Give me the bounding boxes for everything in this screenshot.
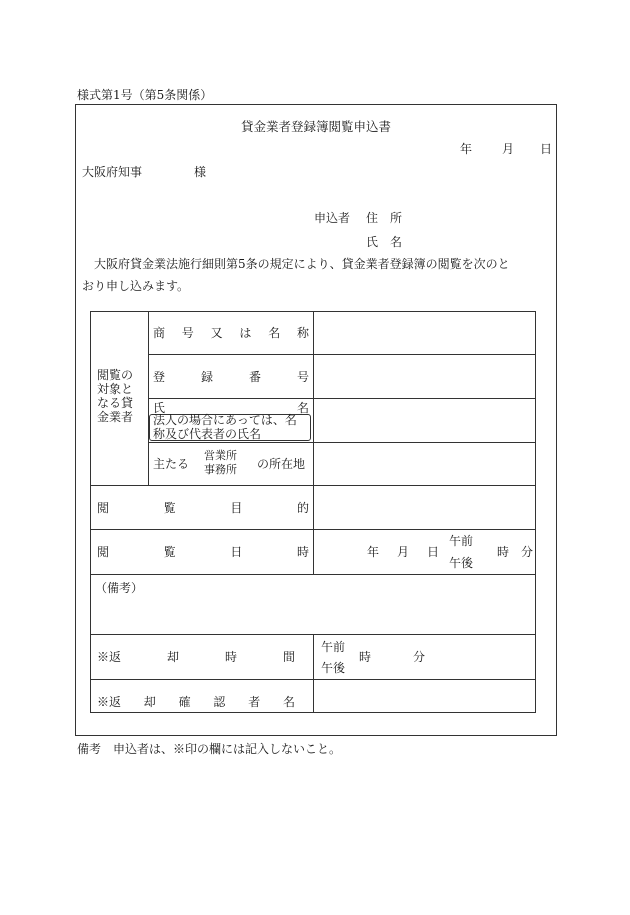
location-prefix: 主たる [153, 457, 190, 471]
body-text-line2: おり申し込みます。 [82, 279, 190, 293]
date-month: 月 [502, 142, 515, 156]
name-label: 氏 名 [153, 401, 309, 415]
name-note-line1: 法人の場合にあっては、名 [153, 413, 297, 427]
applicant-address-label: 住 所 [366, 211, 403, 225]
date-year: 年 [460, 142, 473, 156]
datetime-label: 閲 覧 日 時 [97, 545, 309, 559]
datetime-am: 午前 [449, 534, 474, 548]
return-time-minute: 分 [413, 650, 426, 664]
datetime-year: 年 [367, 545, 380, 559]
return-time-pm: 午後 [321, 661, 346, 675]
form-frame [75, 104, 557, 736]
target-lender-label-1: 閲覧の [97, 368, 134, 382]
date-day: 日 [540, 142, 553, 156]
target-lender-label-2: 対象と [97, 382, 134, 396]
purpose-label: 閲 覧 目 的 [97, 501, 309, 515]
registration-number-label: 登 録 番 号 [153, 370, 309, 384]
applicant-label: 申込者 [314, 211, 351, 225]
return-confirmer-label: ※返 却 確 認 者 名 [97, 695, 295, 709]
datetime-pm: 午後 [449, 556, 474, 570]
location-option-office: 営業所 [204, 449, 237, 462]
datetime-month: 月 [397, 545, 410, 559]
footnote: 備考 申込者は、※印の欄には記入しないこと。 [77, 742, 342, 756]
datetime-minute: 分 [521, 545, 534, 559]
return-time-am: 午前 [321, 640, 346, 654]
target-lender-label-3: なる貸 [97, 396, 134, 410]
return-time-label: ※返 却 時 間 [97, 650, 295, 664]
target-lender-label-4: 金業者 [97, 410, 134, 424]
return-time-hour: 時 [359, 650, 372, 664]
addressee-name: 大阪府知事 [82, 165, 143, 179]
datetime-day: 日 [427, 545, 440, 559]
trade-name-label: 商 号 又 は 名 称 [153, 326, 309, 340]
body-text-line1: 大阪府貸金業法施行細則第5条の規定により、貸金業者登録簿の閲覧を次のと [94, 257, 510, 271]
remarks-label: （備考） [95, 581, 144, 595]
applicant-name-label: 氏 名 [366, 235, 403, 249]
form-number-label: 様式第1号（第5条関係） [77, 88, 213, 102]
name-note-line2: 称及び代表者の氏名 [153, 427, 262, 441]
datetime-hour: 時 [497, 545, 510, 559]
location-option-bureau: 事務所 [204, 463, 237, 476]
location-suffix: の所在地 [257, 457, 306, 471]
application-table [90, 311, 536, 713]
form-title: 貸金業者登録簿閲覧申込書 [240, 119, 391, 134]
addressee-honorific: 様 [194, 165, 207, 179]
